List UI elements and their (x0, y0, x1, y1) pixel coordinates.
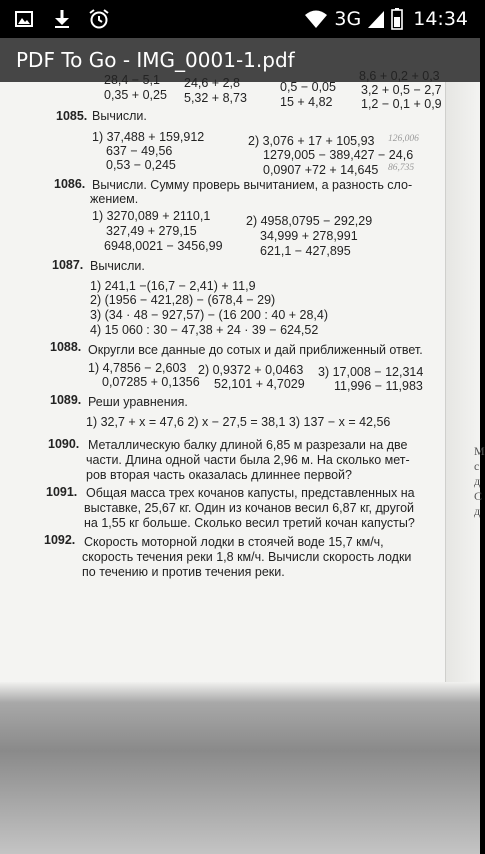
fragment-text: 8,6 + 0,2 + 0,3 (359, 69, 440, 83)
exercise-line: 621,1 − 427,895 (260, 244, 351, 258)
image-icon (14, 9, 34, 29)
exercise-line: ров вторая часть оказалась длиннее первой? (86, 468, 352, 482)
exercise-line: Скорость моторной лодки в стоячей воде 15,7 км/ч, (84, 535, 384, 549)
fragment-text: 1,2 − 0,1 + 0,9 (361, 97, 442, 111)
status-bar (0, 0, 480, 38)
exercise-line: 1) 3270,089 + 2110,1 (92, 209, 211, 223)
exercise-heading: Вычисли. (92, 109, 147, 123)
battery-icon (391, 8, 403, 30)
fragment-text: 15 + 4,82 (280, 95, 333, 109)
exercise-number: 1089. (50, 393, 82, 407)
alarm-icon (88, 8, 110, 30)
exercise-heading: Реши уравнения. (88, 395, 188, 409)
fragment-text: 0,5 − 0,05 (280, 80, 336, 94)
fragment-text: 3,2 + 0,5 − 2,7 (361, 83, 442, 97)
wifi-icon (304, 9, 328, 29)
next-page-edge-letter: М (474, 444, 485, 458)
fragment-text: 5,32 + 8,73 (184, 91, 247, 105)
next-page-edge-letter: д (474, 474, 481, 488)
status-right (304, 6, 468, 32)
next-page-edge-letter: д (474, 504, 481, 518)
exercise-line: части. Длина одной части была 2,96 м. На сколько мет- (86, 453, 410, 467)
exercise-heading: Округли все данные до сотых и дай приближенный ответ. (88, 343, 423, 357)
clock-time: 14:34 (413, 8, 468, 30)
exercise-line: 0,0907 +72 + 14,645 (263, 163, 379, 177)
signal-icon (367, 9, 385, 29)
exercise-number: 1090. (48, 437, 80, 451)
download-icon (52, 9, 72, 29)
next-page-edge (445, 82, 483, 702)
exercise-line: 3) (34 · 48 − 927,57) − (16 200 : 40 + 28,4) (90, 308, 329, 322)
exercise-line: 327,49 + 279,15 (106, 224, 197, 238)
document-page (0, 69, 483, 692)
exercise-heading: жением. (90, 192, 139, 206)
exercise-line: 0,07285 + 0,1356 (102, 375, 200, 389)
exercise-number: 1085. (56, 109, 88, 123)
exercise-line: на 1,55 кг больше. Сколько весил третий кочан капусты? (84, 516, 415, 530)
exercise-line: 1) 32,7 + x = 47,6 2) x − 27,5 = 38,1 3) 137 − x = 42,56 (86, 415, 391, 429)
fragment-text: 28,4 − 5,1 (104, 73, 160, 87)
exercise-line: 2) 4958,0795 − 292,29 (246, 214, 373, 228)
exercise-line: 1279,005 − 389,427 − 24,6 (263, 148, 414, 162)
exercise-number: 1091. (46, 485, 78, 499)
exercise-line: 11,996 − 11,983 (334, 379, 423, 393)
exercise-number: 1088. (50, 340, 82, 354)
exercise-line: выставке, 25,67 кг. Один из кочанов весил 6,87 кг, другой (84, 501, 415, 515)
exercise-number: 1086. (54, 177, 86, 191)
next-page-edge-letter: с (474, 459, 480, 473)
fragment-text: 24,6 + 2,8 (184, 76, 240, 90)
exercise-line: скорость течения реки 1,8 км/ч. Вычисли скорость лодки (82, 550, 412, 564)
fragment-text: 0,35 + 0,25 (104, 88, 167, 102)
exercise-line: 3) 17,008 − 12,314 (318, 365, 424, 379)
exercise-line: по течению и против течения реки. (82, 565, 285, 579)
next-page-edge-letter: С (474, 489, 483, 503)
page-bottom-shadow (0, 682, 480, 854)
document-title: PDF To Go - IMG_0001-1.pdf (16, 48, 295, 72)
exercise-number: 1087. (52, 258, 84, 272)
handwritten-note: 126,006 (388, 134, 419, 144)
exercise-heading: Вычисли. Сумму проверь вычитанием, а разность сло- (92, 178, 413, 192)
exercise-line: 637 − 49,56 (106, 144, 173, 158)
handwritten-note: 86,735 (388, 163, 415, 173)
exercise-line: Общая масса трех кочанов капусты, представленных на (86, 486, 415, 500)
exercise-number: 1092. (44, 533, 76, 547)
exercise-line: 2) (1956 − 421,28) − (678,4 − 29) (90, 293, 276, 307)
exercise-line: 52,101 + 4,7029 (214, 377, 305, 391)
network-type-label: 3G (334, 8, 362, 30)
exercise-heading: Вычисли. (90, 259, 145, 273)
exercise-line: 1) 4,7856 − 2,603 (88, 361, 187, 375)
exercise-line: 2) 0,9372 + 0,0463 (198, 363, 304, 377)
exercise-line: 2) 3,076 + 17 + 105,93 (248, 134, 375, 148)
exercise-line: 1) 241,1 −(16,7 − 2,41) + 11,9 (90, 279, 256, 293)
exercise-line: 1) 37,488 + 159,912 (92, 130, 205, 144)
exercise-line: 34,999 + 278,991 (260, 229, 358, 243)
exercise-line: 6948,0021 − 3456,99 (104, 239, 223, 253)
exercise-line: 0,53 − 0,245 (106, 158, 176, 172)
exercise-line: Металлическую балку длиной 6,85 м разрезали на две (88, 438, 408, 452)
exercise-line: 4) 15 060 : 30 − 47,38 + 24 · 39 − 624,52 (90, 323, 319, 337)
document-viewer[interactable] (0, 69, 485, 854)
